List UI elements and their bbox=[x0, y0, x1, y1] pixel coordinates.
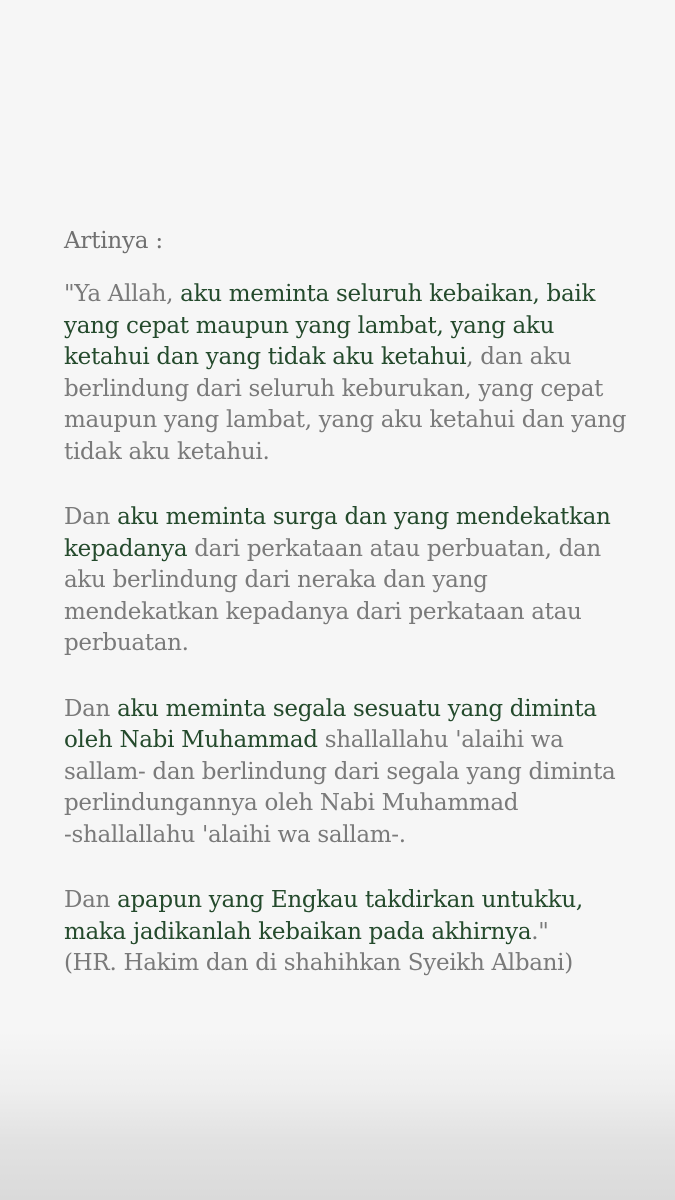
line bbox=[64, 694, 664, 726]
story-text-block bbox=[64, 226, 664, 980]
translation-label: Artinya : bbox=[64, 228, 163, 254]
text-run: dari perkataan atau perbuatan, dan bbox=[187, 535, 601, 562]
text-run: "Ya Allah, bbox=[64, 281, 181, 307]
highlight-run: aku meminta surga dan yang mendekatkan bbox=[117, 504, 611, 530]
line bbox=[64, 917, 664, 949]
text-run: Dan bbox=[64, 695, 118, 722]
paragraph-2 bbox=[64, 502, 664, 660]
paragraph-3 bbox=[64, 694, 664, 852]
text-run: Dan bbox=[64, 887, 118, 913]
highlight-run: kepadanya bbox=[64, 535, 188, 562]
line bbox=[64, 725, 664, 757]
text-run: Dan bbox=[64, 504, 118, 530]
text-run: shallallahu 'alaihi wa bbox=[317, 727, 564, 753]
highlight-run: apapun yang Engkau takdirkan untukku, bbox=[117, 887, 583, 913]
line: berlindung dari seluruh keburukan, yang cepat bbox=[64, 375, 604, 402]
line: yang cepat maupun yang lambat, yang aku bbox=[64, 312, 555, 339]
text-run: , dan aku bbox=[466, 344, 572, 370]
line bbox=[64, 279, 664, 311]
highlight-run: ketahui dan yang tidak aku ketahui bbox=[64, 344, 467, 370]
line: tidak aku ketahui. bbox=[64, 438, 270, 465]
highlight-run: maka jadikanlah kebaikan pada akhirnya bbox=[64, 918, 532, 945]
line bbox=[64, 534, 664, 566]
line bbox=[64, 885, 664, 917]
highlight-run: oleh Nabi Muhammad bbox=[64, 727, 318, 753]
highlight-run: aku meminta seluruh kebaikan, baik bbox=[180, 281, 596, 307]
line: perbuatan. bbox=[64, 630, 189, 656]
paragraph-1 bbox=[64, 279, 664, 468]
highlight-run: aku meminta segala sesuatu yang diminta bbox=[117, 695, 597, 722]
line: sallam- dan berlindung dari segala yang diminta bbox=[64, 758, 616, 785]
line bbox=[64, 502, 664, 534]
line: perlindungannya oleh Nabi Muhammad bbox=[64, 790, 519, 816]
line: maupun yang lambat, yang aku ketahui dan yang bbox=[64, 407, 627, 433]
line bbox=[64, 342, 664, 374]
text-run: ." bbox=[531, 918, 549, 945]
line: aku berlindung dari neraka dan yang bbox=[64, 567, 488, 593]
line: -shallallahu 'alaihi wa sallam-. bbox=[64, 821, 406, 848]
hadith-source: (HR. Hakim dan di shahihkan Syeikh Albani) bbox=[64, 950, 573, 976]
line: mendekatkan kepadanya dari perkataan atau bbox=[64, 598, 582, 625]
paragraph-4 bbox=[64, 885, 664, 980]
